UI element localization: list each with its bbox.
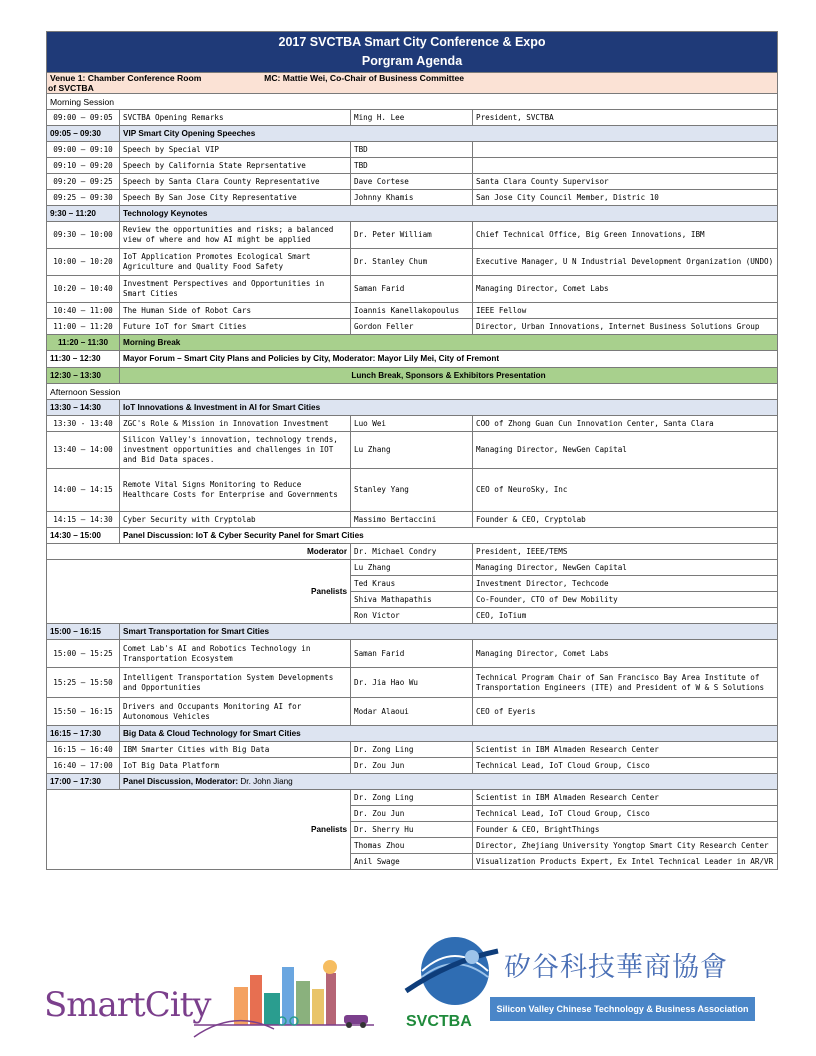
speaker-cell: Dr. Peter William <box>351 222 473 249</box>
section-row-keynotes <box>47 206 778 222</box>
table-row <box>47 319 778 335</box>
section-label: Technology Keynotes <box>120 206 778 222</box>
table-row <box>47 110 778 126</box>
speaker-title-cell: Managing Director, Comet Labs <box>473 640 778 668</box>
speaker-cell: Dr. Zou Jun <box>351 758 473 774</box>
time-cell: 09:10 – 09:20 <box>47 158 120 174</box>
speaker-title-cell: Director, Zhejiang University Yongtop Smart City Research Center <box>473 838 778 854</box>
table-row <box>47 222 778 249</box>
speaker-title-cell: COO of Zhong Guan Cun Innovation Center, Santa Clara <box>473 416 778 432</box>
panelists-label: Panelists <box>47 790 351 870</box>
agenda-title <box>47 32 778 73</box>
section-time: 13:30 – 14:30 <box>47 400 120 416</box>
speaker-cell: Luo Wei <box>351 416 473 432</box>
section-row-panel2 <box>47 774 778 790</box>
section-time: 12:30 – 13:30 <box>47 368 120 384</box>
topic-cell: Speech by Santa Clara County Representative <box>120 174 351 190</box>
section-time: 16:15 – 17:30 <box>47 726 120 742</box>
speaker-title-cell: Investment Director, Techcode <box>473 576 778 592</box>
time-cell: 10:20 – 10:40 <box>47 276 120 303</box>
speaker-cell: Dave Cortese <box>351 174 473 190</box>
time-cell: 09:00 – 09:10 <box>47 142 120 158</box>
venue-filler <box>473 73 778 94</box>
speaker-cell: Modar Alaoui <box>351 698 473 726</box>
speaker-cell: TBD <box>351 142 473 158</box>
afternoon-session-label: Afternoon Session <box>47 384 778 400</box>
section-row-transport <box>47 624 778 640</box>
time-cell: 15:50 – 16:15 <box>47 698 120 726</box>
section-label: Smart Transportation for Smart Cities <box>120 624 778 640</box>
section-label: VIP Smart City Opening Speeches <box>120 126 778 142</box>
speaker-title-cell <box>473 142 778 158</box>
speaker-title-cell: Director, Urban Innovations, Internet Business Solutions Group <box>473 319 778 335</box>
speaker-cell: Dr. Sherry Hu <box>351 822 473 838</box>
table-row <box>47 640 778 668</box>
mayor-forum-row <box>47 351 778 368</box>
speaker-cell: Dr. Zong Ling <box>351 790 473 806</box>
venue-mc: MC: Mattie Wei, Co-Chair of Business Committee of SVCTBA <box>48 73 465 93</box>
speaker-title-cell: Founder & CEO, Cryptolab <box>473 512 778 528</box>
topic-cell: Remote Vital Signs Monitoring to Reduce Healthcare Costs for Enterprise and Governments <box>120 469 351 512</box>
table-row <box>47 142 778 158</box>
speaker-cell: Massimo Bertaccini <box>351 512 473 528</box>
table-row <box>47 158 778 174</box>
speaker-title-cell: Co-Founder, CTO of Dew Mobility <box>473 592 778 608</box>
agenda-subtitle: Porgram Agenda <box>361 54 463 68</box>
table-row <box>47 249 778 276</box>
table-row <box>47 469 778 512</box>
table-row <box>47 276 778 303</box>
speaker-cell: Dr. Zou Jun <box>351 806 473 822</box>
topic-cell: Speech By San Jose City Representative <box>120 190 351 206</box>
section-row-vip <box>47 126 778 142</box>
time-cell: 15:25 – 15:50 <box>47 668 120 698</box>
speaker-cell: Thomas Zhou <box>351 838 473 854</box>
table-row <box>47 174 778 190</box>
speaker-cell: Lu Zhang <box>351 432 473 469</box>
table-row <box>47 303 778 319</box>
section-time: 14:30 – 15:00 <box>47 528 120 544</box>
agenda-table <box>46 31 778 870</box>
time-cell: 13:30 - 13:40 <box>47 416 120 432</box>
speaker-title-cell: Scientist in IBM Almaden Research Center <box>473 790 778 806</box>
section-row-panel1 <box>47 528 778 544</box>
speaker-cell: Ted Kraus <box>351 576 473 592</box>
speaker-title-cell: Managing Director, Comet Labs <box>473 276 778 303</box>
section-time: 11:20 – 11:30 <box>47 335 120 351</box>
panel2-label: Panel Discussion, Moderator: <box>123 776 241 786</box>
topic-cell: Silicon Valley's innovation, technology trends, investment opportunities and challenges in IOT and Bid Data spaces. <box>120 432 351 469</box>
topic-cell: IoT Application Promotes Ecological Smart Agriculture and Quality Food Safety <box>120 249 351 276</box>
speaker-title-cell <box>473 158 778 174</box>
speaker-cell: Dr. Michael Condry <box>351 544 473 560</box>
speaker-title-cell: Chief Technical Office, Big Green Innovations, IBM <box>473 222 778 249</box>
section-label: Mayor Forum – Smart City Plans and Policies by City, Moderator: Mayor Lily Mei, City of Fremont <box>120 351 778 368</box>
venue-cell <box>47 73 473 94</box>
speaker-cell: Saman Farid <box>351 276 473 303</box>
morning-session-label: Morning Session <box>47 94 778 110</box>
speaker-title-cell: President, SVCTBA <box>473 110 778 126</box>
topic-cell: Future IoT for Smart Cities <box>120 319 351 335</box>
topic-cell: Speech by California State Reprsentative <box>120 158 351 174</box>
time-cell: 10:00 – 10:20 <box>47 249 120 276</box>
speaker-title-cell: CEO of NeuroSky, Inc <box>473 469 778 512</box>
time-cell: 15:00 – 15:25 <box>47 640 120 668</box>
association-english-name: Silicon Valley Chinese Technology & Business Association <box>490 997 755 1021</box>
section-row-iot-ai <box>47 400 778 416</box>
speaker-cell: Shiva Mathapathis <box>351 592 473 608</box>
section-time: 17:00 – 17:30 <box>47 774 120 790</box>
smartcity-logo <box>44 959 374 1039</box>
panelist-row <box>47 560 778 576</box>
svctba-logo-text: SVCTBA <box>406 1013 472 1030</box>
speaker-title-cell: IEEE Fellow <box>473 303 778 319</box>
table-row <box>47 432 778 469</box>
time-cell: 09:20 – 09:25 <box>47 174 120 190</box>
speaker-title-cell: Managing Director, NewGen Capital <box>473 560 778 576</box>
speaker-title-cell: Technical Lead, IoT Cloud Group, Cisco <box>473 758 778 774</box>
panelist-row <box>47 790 778 806</box>
table-row <box>47 758 778 774</box>
speaker-cell: Johnny Khamis <box>351 190 473 206</box>
smartcity-logo-text: SmartCity <box>44 985 211 1025</box>
topic-cell: Drivers and Occupants Monitoring AI for Autonomous Vehicles <box>120 698 351 726</box>
title-row <box>47 32 778 73</box>
morning-session-row <box>47 94 778 110</box>
topic-cell: Cyber Security with Cryptolab <box>120 512 351 528</box>
table-row <box>47 742 778 758</box>
footer-logos <box>0 925 816 1056</box>
time-cell: 09:25 – 09:30 <box>47 190 120 206</box>
speaker-title-cell: Managing Director, NewGen Capital <box>473 432 778 469</box>
association-chinese-name: 矽谷科技華商協會 <box>504 952 728 983</box>
panel2-moderator: Dr. John Jiang <box>240 776 293 786</box>
conference-title: 2017 SVCTBA Smart City Conference & Expo <box>278 35 546 49</box>
time-cell: 10:40 – 11:00 <box>47 303 120 319</box>
topic-cell: Speech by Special VIP <box>120 142 351 158</box>
time-cell: 11:00 – 11:20 <box>47 319 120 335</box>
speaker-cell: Stanley Yang <box>351 469 473 512</box>
topic-cell: Investment Perspectives and Opportunities in Smart Cities <box>120 276 351 303</box>
section-row-bigdata <box>47 726 778 742</box>
panelists-label: Panelists <box>47 560 351 624</box>
section-label: Lunch Break, Sponsors & Exhibitors Presentation <box>120 368 778 384</box>
topic-cell: Intelligent Transportation System Developments and Opportunities <box>120 668 351 698</box>
speaker-title-cell: Technical Program Chair of San Francisco Bay Area Institute of Transportation Engineers (ITE) and President of W & S Solutions <box>473 668 778 698</box>
speaker-title-cell: Executive Manager, U N Industrial Development Organization (UNDO) <box>473 249 778 276</box>
venue-room: Venue 1: Chamber Conference Room <box>50 73 202 83</box>
venue-row <box>47 73 778 94</box>
speaker-title-cell: Santa Clara County Supervisor <box>473 174 778 190</box>
speaker-cell: Ming H. Lee <box>351 110 473 126</box>
morning-break-row <box>47 335 778 351</box>
speaker-title-cell: President, IEEE/TEMS <box>473 544 778 560</box>
time-cell: 14:15 – 14:30 <box>47 512 120 528</box>
speaker-title-cell: Founder & CEO, BrightThings <box>473 822 778 838</box>
time-cell: 14:00 – 14:15 <box>47 469 120 512</box>
speaker-cell: Dr. Zong Ling <box>351 742 473 758</box>
section-label: Morning Break <box>120 335 778 351</box>
afternoon-session-row <box>47 384 778 400</box>
section-time: 09:05 – 09:30 <box>47 126 120 142</box>
svctba-logo <box>400 931 500 1046</box>
speaker-cell: Saman Farid <box>351 640 473 668</box>
moderator-label: Moderator <box>47 544 351 560</box>
section-label: IoT Innovations & Investment in AI for Smart Cities <box>120 400 778 416</box>
table-row <box>47 668 778 698</box>
speaker-cell: Lu Zhang <box>351 560 473 576</box>
speaker-cell: TBD <box>351 158 473 174</box>
section-label: Panel Discussion: IoT & Cyber Security Panel for Smart Cities <box>120 528 778 544</box>
section-time: 15:00 – 16:15 <box>47 624 120 640</box>
section-time: 11:30 – 12:30 <box>47 351 120 368</box>
section-label: Big Data & Cloud Technology for Smart Cities <box>120 726 778 742</box>
globe-icon <box>400 931 500 1016</box>
speaker-cell: Ioannis Kanellakopoulus <box>351 303 473 319</box>
speaker-title-cell: CEO of Eyeris <box>473 698 778 726</box>
speaker-title-cell: Scientist in IBM Almaden Research Center <box>473 742 778 758</box>
speaker-title-cell: Visualization Products Expert, Ex Intel Technical Leader in AR/VR <box>473 854 778 870</box>
time-cell: 16:15 – 16:40 <box>47 742 120 758</box>
time-cell: 09:30 – 10:00 <box>47 222 120 249</box>
topic-cell: ZGC's Role & Mission in Innovation Investment <box>120 416 351 432</box>
table-row <box>47 416 778 432</box>
table-row <box>47 512 778 528</box>
speaker-cell: Dr. Stanley Chum <box>351 249 473 276</box>
moderator-row <box>47 544 778 560</box>
lunch-row <box>47 368 778 384</box>
time-cell: 13:40 – 14:00 <box>47 432 120 469</box>
table-row <box>47 698 778 726</box>
time-cell: 09:00 – 09:05 <box>47 110 120 126</box>
topic-cell: The Human Side of Robot Cars <box>120 303 351 319</box>
topic-cell: Comet Lab's AI and Robotics Technology in Transportation Ecosystem <box>120 640 351 668</box>
section-label <box>120 774 778 790</box>
speaker-cell: Ron Victor <box>351 608 473 624</box>
speaker-cell: Anil Swage <box>351 854 473 870</box>
section-time: 9:30 – 11:20 <box>47 206 120 222</box>
topic-cell: IBM Smarter Cities with Big Data <box>120 742 351 758</box>
table-row <box>47 190 778 206</box>
speaker-cell: Dr. Jia Hao Wu <box>351 668 473 698</box>
speaker-title-cell: Technical Lead, IoT Cloud Group, Cisco <box>473 806 778 822</box>
speaker-title-cell: San Jose City Council Member, Distric 10 <box>473 190 778 206</box>
topic-cell: IoT Big Data Platform <box>120 758 351 774</box>
speaker-title-cell: CEO, IoTium <box>473 608 778 624</box>
time-cell: 16:40 – 17:00 <box>47 758 120 774</box>
speaker-cell: Gordon Feller <box>351 319 473 335</box>
topic-cell: SVCTBA Opening Remarks <box>120 110 351 126</box>
topic-cell: Review the opportunities and risks; a balanced view of where and how AI might be applied <box>120 222 351 249</box>
